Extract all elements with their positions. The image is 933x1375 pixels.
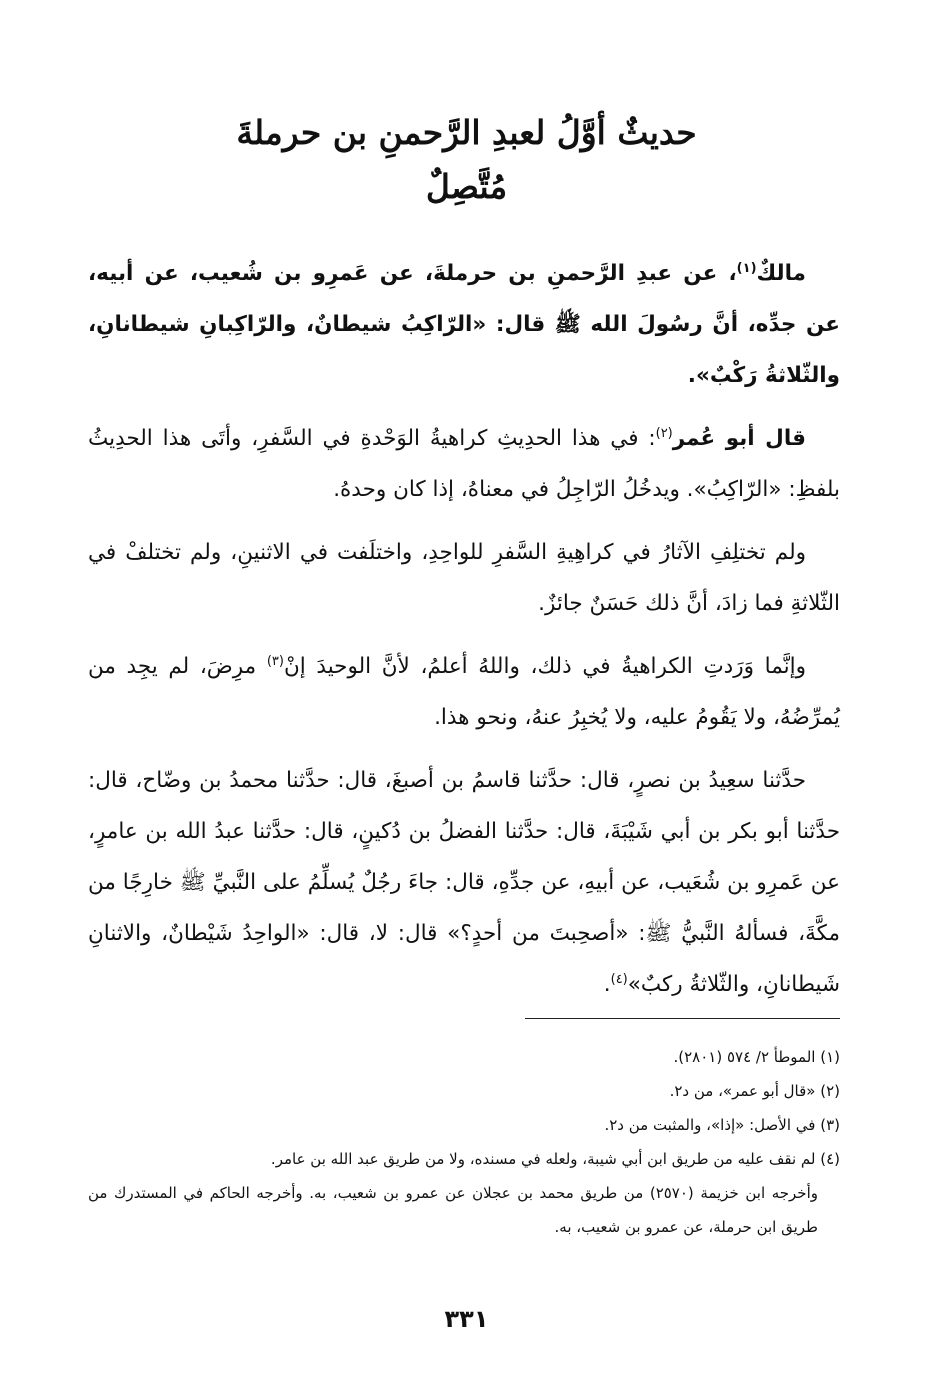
footnote-2: (٢) «قال أبو عمر»، من د٢. (669, 1082, 840, 1100)
footnotes (88, 1040, 840, 1244)
footnote-1: (١) الموطأ ٢/ ٥٧٤ (٢٨٠١). (673, 1048, 840, 1066)
paragraph-3 (88, 527, 840, 629)
paragraph-4-end: مرِضَ، لم يجِد من يُمرِّضُهُ، ولا يَقُومُ عليه، ولا يُخبِرُ عنهُ، ونحو هذا. (88, 654, 840, 730)
footnote-4-continued: وأخرجه ابن خزيمة (٢٥٧٠) من طريق محمد بن عجلان عن عمرو بن شعيب، به. وأخرجه الحاكم في المستدرك من طريق ابن حرملة، عن عمرو بن شعيب، به. (88, 1184, 818, 1236)
paragraph-2-end: : في هذا الحدِيثِ كراهيةُ الوَحْدةِ في السَّفرِ، وأتَى هذا الحدِيثُ بلفظِ: «الرّاكِبُ». ويدخُلُ الرّاجِلُ في معناهُ، إذا كان وحدهُ. (88, 426, 840, 502)
paragraph-5-start: حدَّثنا سعِيدُ بن نصرٍ، قال: حدَّثنا قاسمُ بن أصبغَ، قال: حدَّثنا محمدُ بن وضّاح، قال: حدَّثنا أبو بكر بن أبي شَيْبَةَ، قال: حدَّثنا الفضلُ بن دُكينٍ، قال: حدَّثنا عبدُ الله بن عامرٍ، عن عَمرِو بن شُعَيب، عن أبيهِ، عن جدِّهِ، قال: جاءَ رجُلٌ يُسلِّمُ على النَّبيِّ ﷺ خارِجًا من مكَّةَ، فسألهُ النَّبيُّ ﷺ: «أصحِبتَ من أحدٍ؟» قال: لا، قال: «الواحِدُ شَيْطانٌ، والاثنانِ شَيطانانِ، والثّلاثةُ ركبٌ» (88, 768, 840, 997)
paragraph-1-end: ، عن عبدِ الرَّحمنِ بن حرملةَ، عن عَمرِو بن شُعيب، عن أبيه، عن جدِّه، أنَّ رسُولَ الله ﷺ قال: «الرّاكِبُ شيطانٌ، والرّاكِبانِ شيطانانِ، والثّلاثةُ رَكْبٌ». (88, 261, 840, 388)
paragraph-1 (88, 248, 840, 401)
page-number: ٣٣١ (444, 1305, 489, 1333)
footnote-4: (٤) لم نقف عليه من طريق ابن أبي شيبة، ولعله في مسنده، ولا من طريق عبد الله بن عامر. (270, 1150, 840, 1168)
paragraph-2 (88, 413, 840, 515)
main-text (88, 248, 840, 1022)
paragraph-3-start: ولم تختلِفِ الآثارُ في كراهِيةِ السَّفرِ للواحِدِ، واختلَفت في الاثنينِ، ولم تختلفْ في الثّلاثةِ فما زادَ، أنَّ ذلك حَسَنٌ جائزٌ. (88, 540, 840, 616)
paragraph-5 (88, 755, 840, 1010)
footnote-ref-4[interactable]: (٤) (610, 971, 628, 987)
paragraph-2-start: قال أبو عُمر (672, 426, 806, 451)
footnote-3: (٣) في الأصل: «إذا»، والمثبت من د٢. (604, 1116, 840, 1134)
chapter-subheading: مُتَّصِلٌ (425, 167, 508, 206)
footnote-ref-2[interactable]: (٢) (655, 425, 673, 441)
paragraph-4-start: وإنَّما وَرَدتِ الكراهيةُ في ذلك، واللهُ أعلمُ، لأنَّ الوحيدَ إنْ (283, 654, 806, 679)
footnote-ref-3[interactable]: (٣) (266, 653, 284, 669)
paragraph-5-end: . (603, 972, 611, 997)
chapter-heading: حديثٌ أوَّلُ لعبدِ الرَّحمنِ بن حرملةَ (236, 113, 697, 152)
footnote-divider (525, 1018, 840, 1019)
footnote-ref-1[interactable]: (١) (736, 260, 757, 276)
paragraph-1-start: مالكٌ (756, 261, 806, 286)
paragraph-4 (88, 641, 840, 743)
